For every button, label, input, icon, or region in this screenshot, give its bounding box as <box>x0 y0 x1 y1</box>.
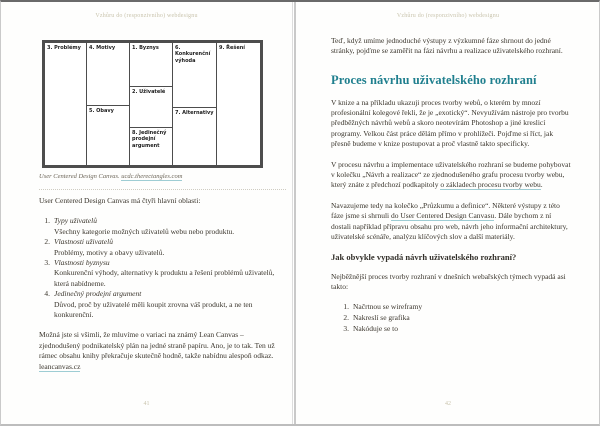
page-number-right: 42 <box>445 401 451 407</box>
list-item-number: 1. <box>44 216 50 226</box>
step-item <box>341 324 572 335</box>
list-item-term: Vlastnosti byznysu <box>54 258 110 268</box>
canvas-cell-users: 2. Uživatelé <box>129 86 173 128</box>
list-item-number: 3. <box>44 258 50 268</box>
canvas-cell-motives: 4. Motivy <box>86 42 130 106</box>
leancanvas-link[interactable]: leancanvas.cz <box>39 361 81 371</box>
running-header-left: Vzhůru do (responzivního) webdesignu <box>95 13 198 19</box>
paragraph-text: . Dále bychom z ní dostali například přípravu obsahu pro web, návrh jeho informační architektury, uživatelské scénáře, analýzu klíčových slov a další materiály. <box>331 211 568 242</box>
paragraph-text: V procesu návrhu a implementace uživatelského rozhraní se budeme pohybovat v kolečku „Návrh a realizace“ ze zjednodušeného grafu procesu tvorby webu, který znáte z předchozí podkapitoly <box>331 159 571 190</box>
ucd-canvas-diagram <box>42 40 263 168</box>
list-item-number: 4. <box>44 289 50 299</box>
step-label: Nakóduje se to <box>353 324 398 334</box>
canvas-cell-alternatives: 7. Alternativy <box>172 107 217 166</box>
page-right <box>296 2 600 424</box>
list-item <box>41 258 286 289</box>
canvas-cell-problems: 3. Problémy <box>44 42 87 166</box>
typical-process-paragraph: Nejběžnější proces tvorby rozhraní v dnešních webařských týmech vypadá asi takto: <box>331 271 566 292</box>
caption-link[interactable]: ucdc.therectangles.com <box>121 173 183 180</box>
list-item-desc: Konkurenční výhody, alternativy k produktu a řešení problémů uživatelů, která nabídneme. <box>54 268 275 288</box>
step-item <box>341 302 572 313</box>
paragraph-text: . <box>540 180 543 190</box>
list-item-desc: Důvod, proč by uživatelé měli koupit zrovna váš produkt, a ne ten konkurenční. <box>54 299 253 320</box>
list-item-term: Jedinečný prodejní argument <box>54 289 142 299</box>
caption-separator <box>39 189 286 190</box>
step-number: 2. <box>343 313 349 323</box>
list-item <box>41 237 286 258</box>
list-item-number: 2. <box>44 237 50 247</box>
canvas-areas-list <box>41 216 286 320</box>
left-page-text <box>39 196 286 382</box>
right-page-text <box>331 36 572 335</box>
process-paragraph: V knize a na příkladu ukazuji proces tvorby webů, o kterém by mnozí profesionální kolegové řekli, že je „exotický“. Nevyužívám nástroje pro tvorbu předběžných návrhů webů a skoro neotevírám Photoshop a jiné kreslicí programy. Velkou část práce dělám přímo v prohlížeči. Pojďme si říct, jak přesně budeme v knize postupovat a proč vlastně takto specificky. <box>331 97 569 149</box>
process-steps-list <box>341 302 572 334</box>
canvas-intro-paragraph: User Centered Design Canvas má čtyři hlavní oblasti: <box>39 196 201 205</box>
step-item <box>341 313 572 324</box>
list-item-term: Typy uživatelů <box>54 216 97 226</box>
list-item-desc: Problémy, motivy a obavy uživatelů. <box>54 247 165 257</box>
paragraph-text: Možná jste si všimli, že mluvíme o variaci na známý Lean Canvas – zjednodušený podnikatelský plán na jedné straně papíru. Ano, je to tak. Ten už rámec obsahu knihy překračuje skutečně hodně, takže nabídnu alespoň odkaz. <box>39 330 275 361</box>
step-number: 3. <box>343 324 349 334</box>
step-label: Načrtnou se wireframy <box>353 302 423 312</box>
page-number-left: 41 <box>143 401 150 407</box>
caption-text: User Centered Design Canvas. <box>39 173 122 180</box>
lean-canvas-paragraph <box>39 330 286 372</box>
list-item-term: Vlastnosti uživatelů <box>54 237 113 247</box>
running-header-right: Vzhůru do (responzivního) webdesignu <box>396 13 500 19</box>
step-number: 1. <box>343 302 349 312</box>
process-basics-link[interactable]: o základech procesu tvorby webu <box>440 180 541 190</box>
list-item-desc: Všechny kategorie možných uživatelů webu nebo produktu. <box>54 226 235 236</box>
section-heading: Proces návrhu uživatelského rozhraní <box>331 72 537 87</box>
intro-paragraph: Teď, když umíme jednoduché výstupy z výzkumné fáze shrnout do jedné stránky, pojďme se zaměřit na fázi návrhu a realizace uživatelského rozhraní. <box>331 36 563 56</box>
canvas-cell-fears: 5. Obavy <box>86 105 130 166</box>
design-loop-paragraph <box>331 160 572 191</box>
canvas-cell-usp: 8. Jedinečný prodejní argument <box>129 127 173 166</box>
canvas-cell-advantage: 6. Konkurenční výhoda <box>172 42 217 108</box>
research-paragraph <box>331 201 572 243</box>
canvas-cell-business: 1. Byznys <box>129 42 173 87</box>
list-item <box>41 289 286 320</box>
paragraph-text: Navazujeme tedy na kolečko „Průzkumu a definice“. Některé výstupy z této fáze jsme si shrnuli <box>331 200 560 221</box>
sub-heading: Jak obvykle vypadá návrh uživatelského rozhraní? <box>331 252 517 263</box>
canvas-caption <box>39 173 286 180</box>
step-label: Nakreslí se grafika <box>353 313 410 323</box>
ucdc-chapter-link[interactable]: do User Centered Design Canvasu <box>391 211 495 221</box>
canvas-cell-solutions: 9. Řešení <box>216 42 261 166</box>
page-left <box>1 2 292 424</box>
list-item <box>41 216 286 237</box>
